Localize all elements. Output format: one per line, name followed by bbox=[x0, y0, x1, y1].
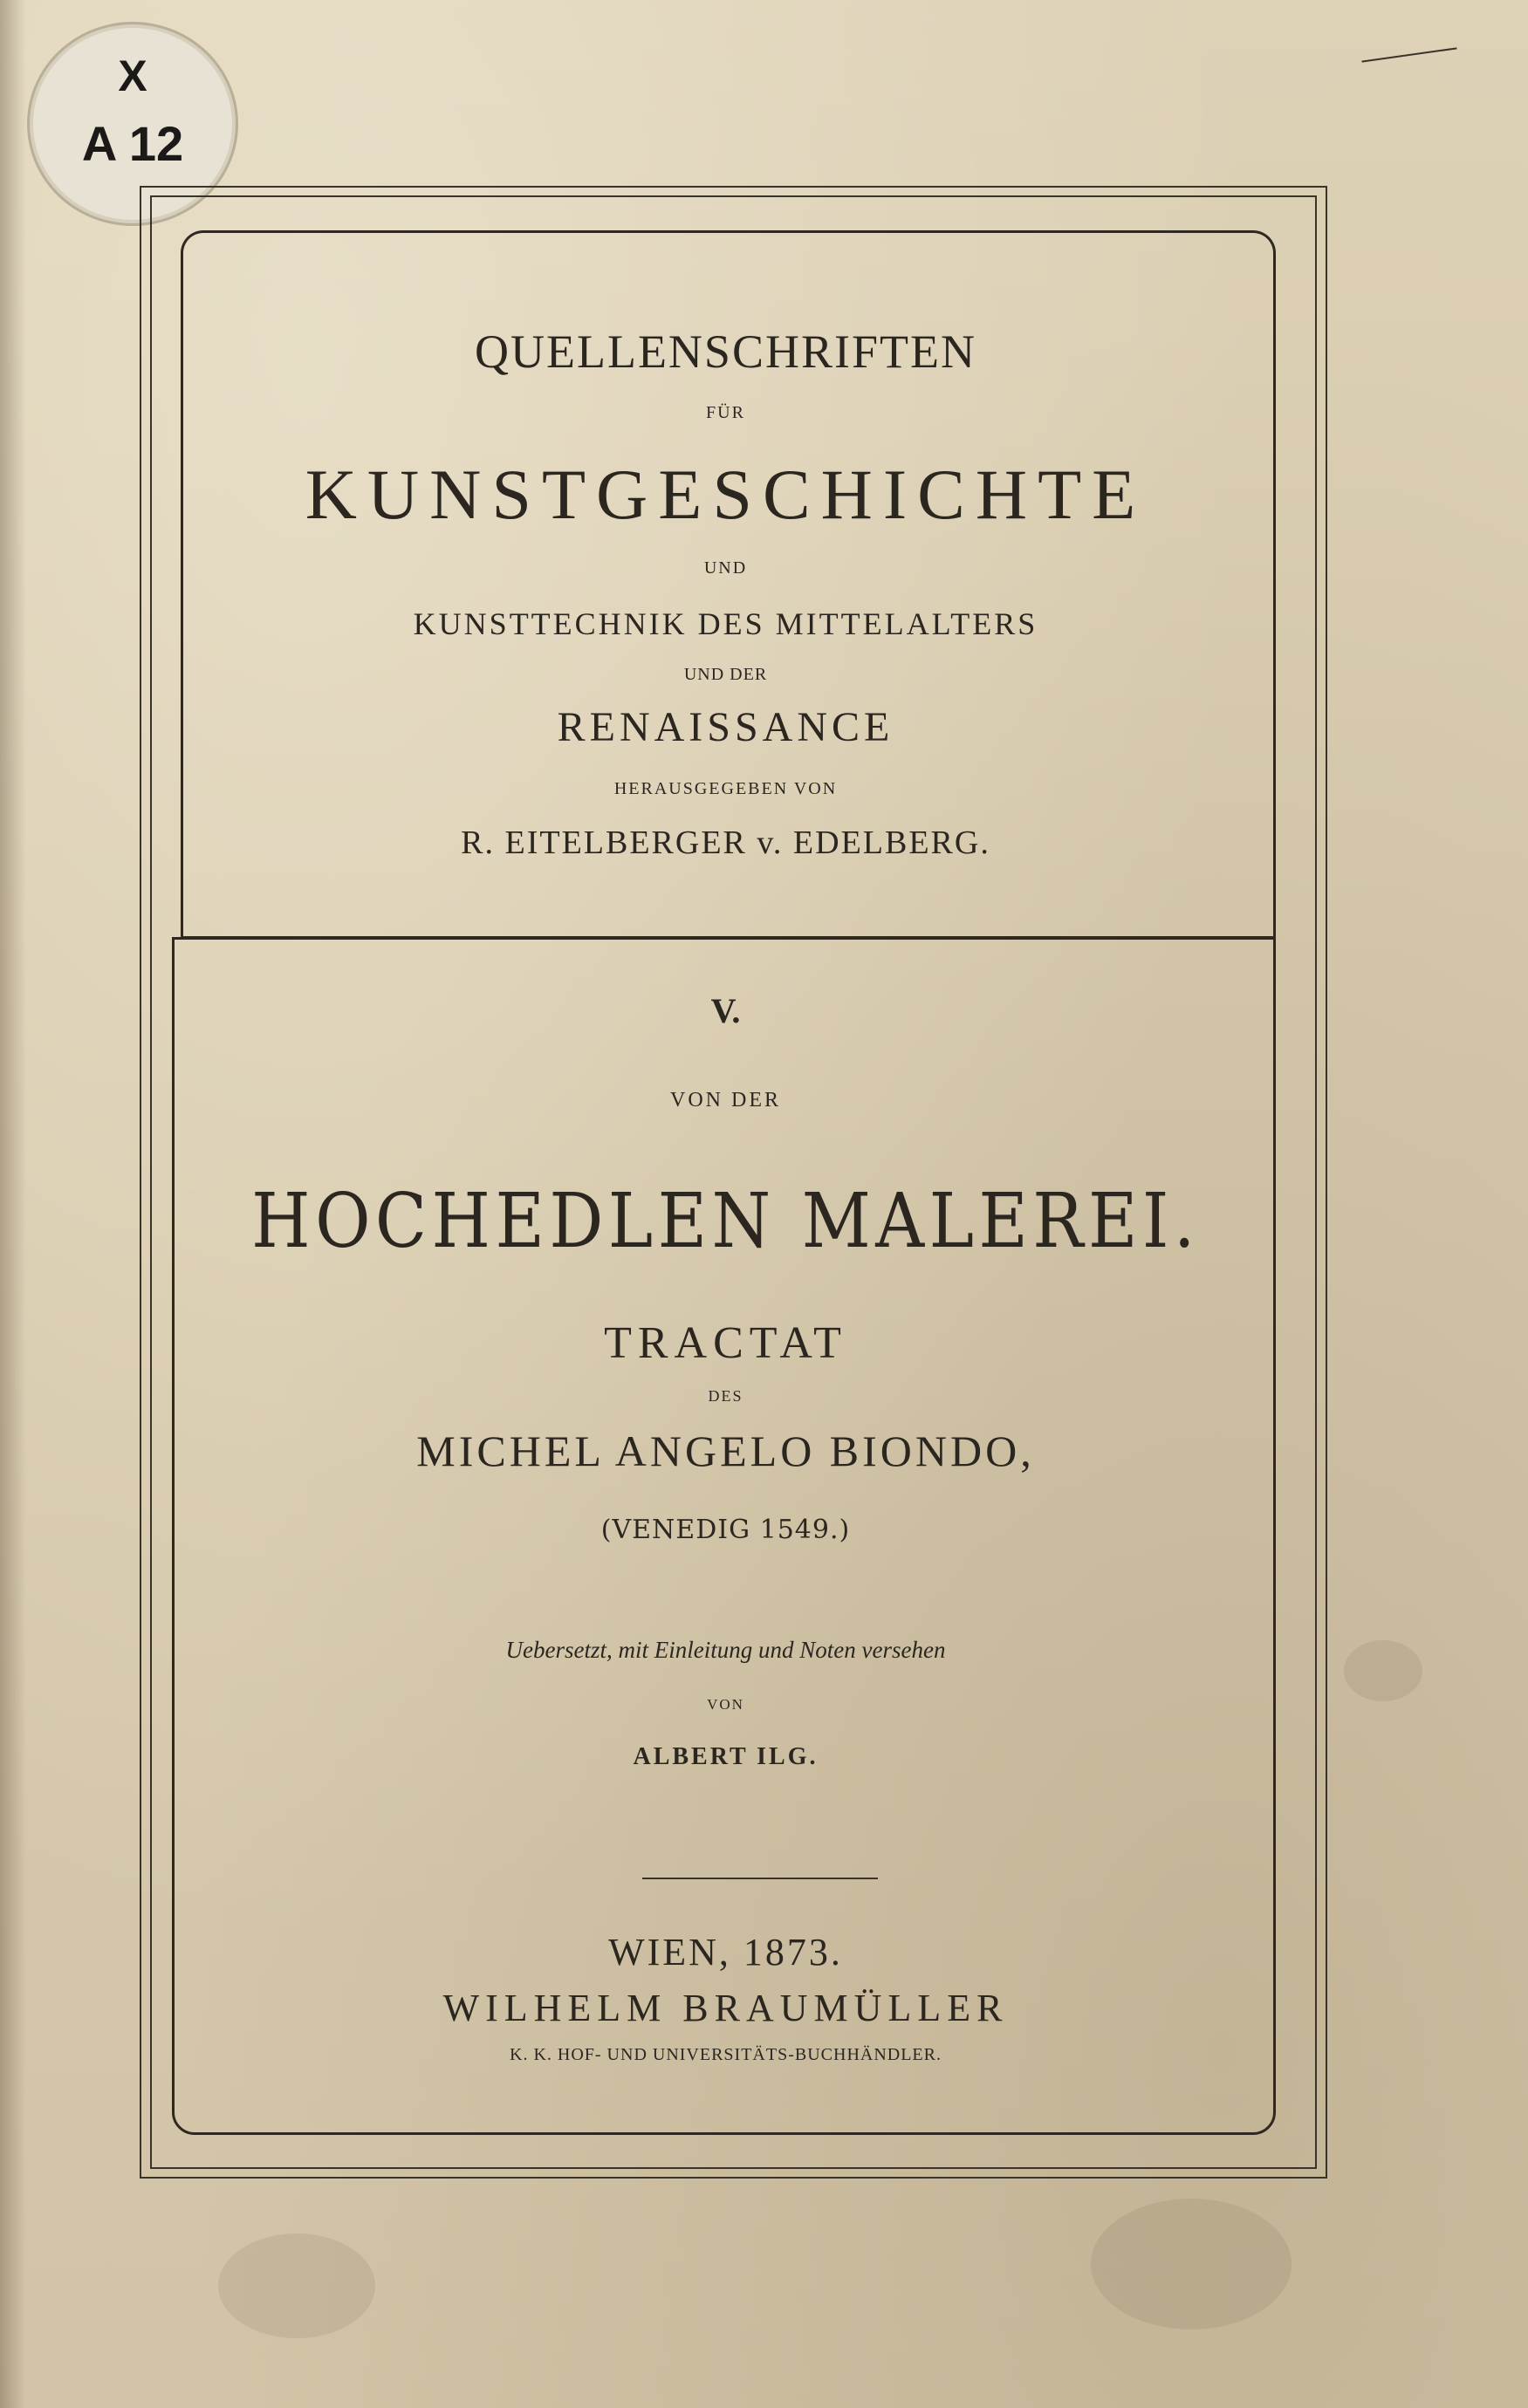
publisher-title: K. K. HOF- UND UNIVERSITÄTS-BUCHHÄNDLER. bbox=[510, 2045, 942, 2064]
series-connector-und-der: UND DER bbox=[683, 665, 768, 684]
shelfmark-line-2: A 12 bbox=[81, 116, 184, 171]
shelfmark-line-1: X bbox=[118, 51, 147, 100]
series-subtitle: KUNSTTECHNIK DES MITTELALTERS bbox=[413, 606, 1038, 641]
translation-note: Uebersetzt, mit Einleitung und Noten versehen bbox=[505, 1637, 946, 1663]
series-period: RENAISSANCE bbox=[557, 704, 894, 750]
editor-label: HERAUSGEGEBEN VON bbox=[613, 779, 838, 798]
series-editor: R. EITELBERGER v. EDELBERG. bbox=[461, 824, 990, 861]
translator-name: ALBERT ILG. bbox=[633, 1743, 819, 1770]
pencil-mark bbox=[1361, 47, 1456, 62]
imprint-rule bbox=[642, 1878, 878, 1879]
translator-connector: VON bbox=[707, 1696, 744, 1713]
imprint-city-year: WIEN, 1873. bbox=[608, 1931, 843, 1974]
author-connector: DES bbox=[708, 1387, 743, 1405]
frame-divider bbox=[181, 936, 1273, 939]
original-place-year: (VENEDIG 1549.) bbox=[600, 1515, 851, 1545]
volume-number: V. bbox=[710, 991, 741, 1030]
paper-stain bbox=[218, 2234, 375, 2338]
work-title: HOCHEDLEN MALEREI. bbox=[251, 1178, 1200, 1265]
publisher-name: WILHELM BRAUMÜLLER bbox=[442, 1987, 1009, 2029]
work-title-prefix: VON DER bbox=[670, 1089, 781, 1112]
series-connector-fuer: FÜR bbox=[706, 403, 745, 422]
work-author: MICHEL ANGELO BIONDO, bbox=[416, 1426, 1035, 1475]
work-genre: TRACTAT bbox=[604, 1318, 847, 1368]
series-title: QUELLENSCHRIFTEN bbox=[475, 325, 976, 378]
paper-stain bbox=[1344, 1640, 1422, 1701]
page-edge-shadow bbox=[0, 0, 26, 2408]
series-main-subject: KUNSTGESCHICHTE bbox=[305, 455, 1147, 534]
paper-stain bbox=[1091, 2199, 1292, 2329]
series-connector-und: UND bbox=[703, 558, 748, 578]
